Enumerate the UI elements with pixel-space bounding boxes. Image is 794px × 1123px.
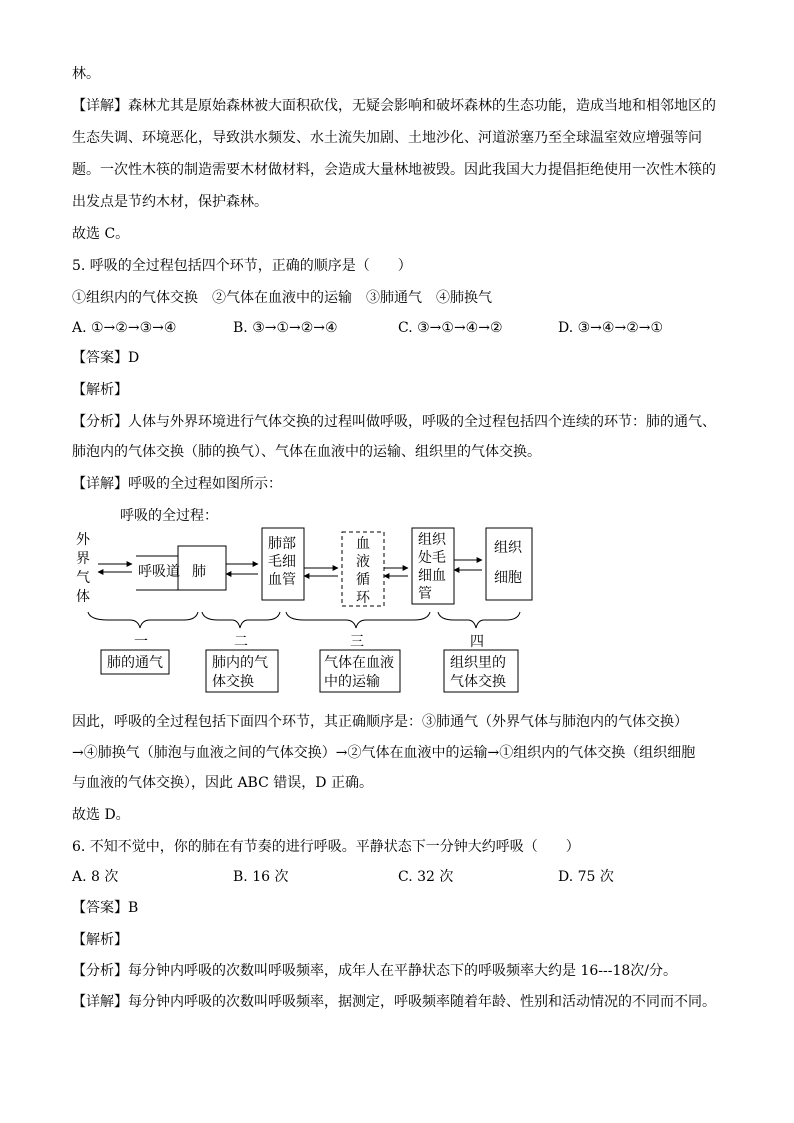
answer-tag: 【答案】 [72,900,128,916]
stage-number: 三 [350,634,364,650]
stage-2-brace [202,612,280,628]
paragraph-line-5: 出发点是节约木材，保护森林。 [72,194,268,210]
tissue-cells-box [486,528,532,600]
stage-4-label: 组织里的 [450,655,506,671]
question-5-option-b: B. ③→①→②→④ [233,320,338,336]
text: 呼吸的全过程如图所示： [128,476,282,492]
lung-capillary-label: 血管 [268,572,296,588]
blood-circulation-char: 环 [356,590,370,606]
question-6-answer [72,898,138,918]
stage-1-brace [88,612,198,628]
lung-capillary-label: 毛细 [268,554,296,570]
blood-circulation-char: 液 [356,554,370,570]
text: 人体与外界环境进行气体交换的过程叫做呼吸，呼吸的全过程包括四个连续的环节：肺的通气、 [128,414,716,430]
question-5-items: ①组织内的气体交换 ②气体在血液中的运输 ③肺通气 ④肺换气 [72,290,492,306]
section-tag: 【详解】 [72,98,128,114]
paragraph-line-1: 林。 [72,66,100,82]
lung-label: 肺 [192,564,206,580]
conclusion-line-3: 与血液的气体交换），因此 ABC 错误，D 正确。 [72,775,373,791]
stage-2-label: 肺内的气 [212,655,268,671]
question-6-option-a: A. 8 次 [72,869,119,885]
tissue-cells-label: 细胞 [494,570,522,586]
outside-air-char: 气 [76,570,90,586]
paragraph-line-2 [72,96,716,116]
outside-air-char: 界 [76,551,90,567]
outside-air-char: 体 [76,589,90,605]
analysis-tag: 【分析】 [72,963,128,979]
question-6-option-b: B. 16 次 [233,869,289,885]
question-5-choice: 故选 D。 [72,807,130,823]
airway-label: 呼吸道 [138,564,180,580]
tissue-cells-label: 组织 [494,540,522,556]
blood-circulation-char: 血 [356,536,370,552]
question-5-analysis-line-1 [72,412,716,432]
tissue-capillary-label: 细血 [418,568,446,584]
text: 每分钟内呼吸的次数叫呼吸频率，成年人在平静状态下的呼吸频率大约是 16---18次/分。 [128,963,677,979]
paragraph-line-3: 生态失调、环境恶化，导致洪水频发、水土流失加剧、土地沙化、河道淤塞乃至全球温室效应增强等问 [72,130,702,146]
lung-capillary-label: 肺部 [268,536,296,552]
detail-tag: 【详解】 [72,994,128,1010]
answer-choice-line: 故选 C。 [72,226,130,242]
tissue-capillary-label: 组织 [418,532,446,548]
detail-tag: 【详解】 [72,476,128,492]
conclusion-line-2: →④肺换气（肺泡与血液之间的气体交换）→②气体在血液中的运输→①组织内的气体交换（组织细胞 [72,745,696,761]
question-6-option-c: C. 32 次 [398,869,454,885]
tissue-capillary-label: 处毛 [418,550,446,566]
question-6-analysis [72,961,677,981]
stage-3-brace [286,612,430,628]
question-5: 5. 呼吸的全过程包括四个环节，正确的顺序是（ ） [72,258,412,274]
stage-number: 四 [470,634,484,650]
stage-3-label: 中的运输 [324,674,380,690]
question-6-detail [72,992,716,1012]
question-5-detail [72,474,282,494]
stage-number: 二 [234,634,248,650]
text: 森林尤其是原始森林被大面积砍伐，无疑会影响和破坏森林的生态功能，造成当地和相邻地区的 [128,98,716,114]
blood-circulation-char: 循 [356,572,370,588]
answer-value: D [128,350,140,366]
answer-tag: 【答案】 [72,350,128,366]
stage-number: 一 [134,634,148,650]
conclusion-line-1: 因此，呼吸的全过程包括下面四个环节，其正确顺序是：③肺通气（外界气体与肺泡内的气体交换） [72,714,688,730]
outside-air-char: 外 [76,532,90,548]
text: 每分钟内呼吸的次数叫呼吸频率，据测定，呼吸频率随着年龄、性别和活动情况的不同而不同。 [128,994,716,1010]
question-6: 6. 不知不觉中，你的肺在有节奏的进行呼吸。平静状态下一分钟大约呼吸（ ） [72,839,580,855]
question-5-analysis-tag: 【解析】 [72,382,128,398]
answer-value: B [128,900,139,916]
question-5-option-c: C. ③→①→④→② [398,320,503,336]
stage-4-label: 气体交换 [450,674,506,690]
stage-3-label: 气体在血液 [324,655,394,671]
stage-4-brace [438,612,520,628]
diagram-title: 呼吸的全过程： [120,508,218,524]
stage-1-label: 肺的通气 [107,655,163,671]
question-5-analysis-line-2: 肺泡内的气体交换（肺的换气）、气体在血液中的运输、组织里的气体交换。 [72,444,541,460]
question-5-option-d: D. ③→④→②→① [558,320,664,336]
paragraph-line-4: 题。一次性木筷的制造需要木材做材料，会造成大量林地被毁。因此我国大力提倡拒绝使用一次性木筷的 [72,162,716,178]
question-5-answer [72,348,139,368]
question-6-option-d: D. 75 次 [558,869,614,885]
question-5-option-a: A. ①→②→③→④ [72,320,177,336]
tissue-capillary-label: 管 [418,586,432,602]
question-6-analysis-tag: 【解析】 [72,932,128,948]
stage-2-label: 体交换 [212,674,254,690]
respiration-process-diagram [72,504,732,704]
analysis-tag: 【分析】 [72,414,128,430]
